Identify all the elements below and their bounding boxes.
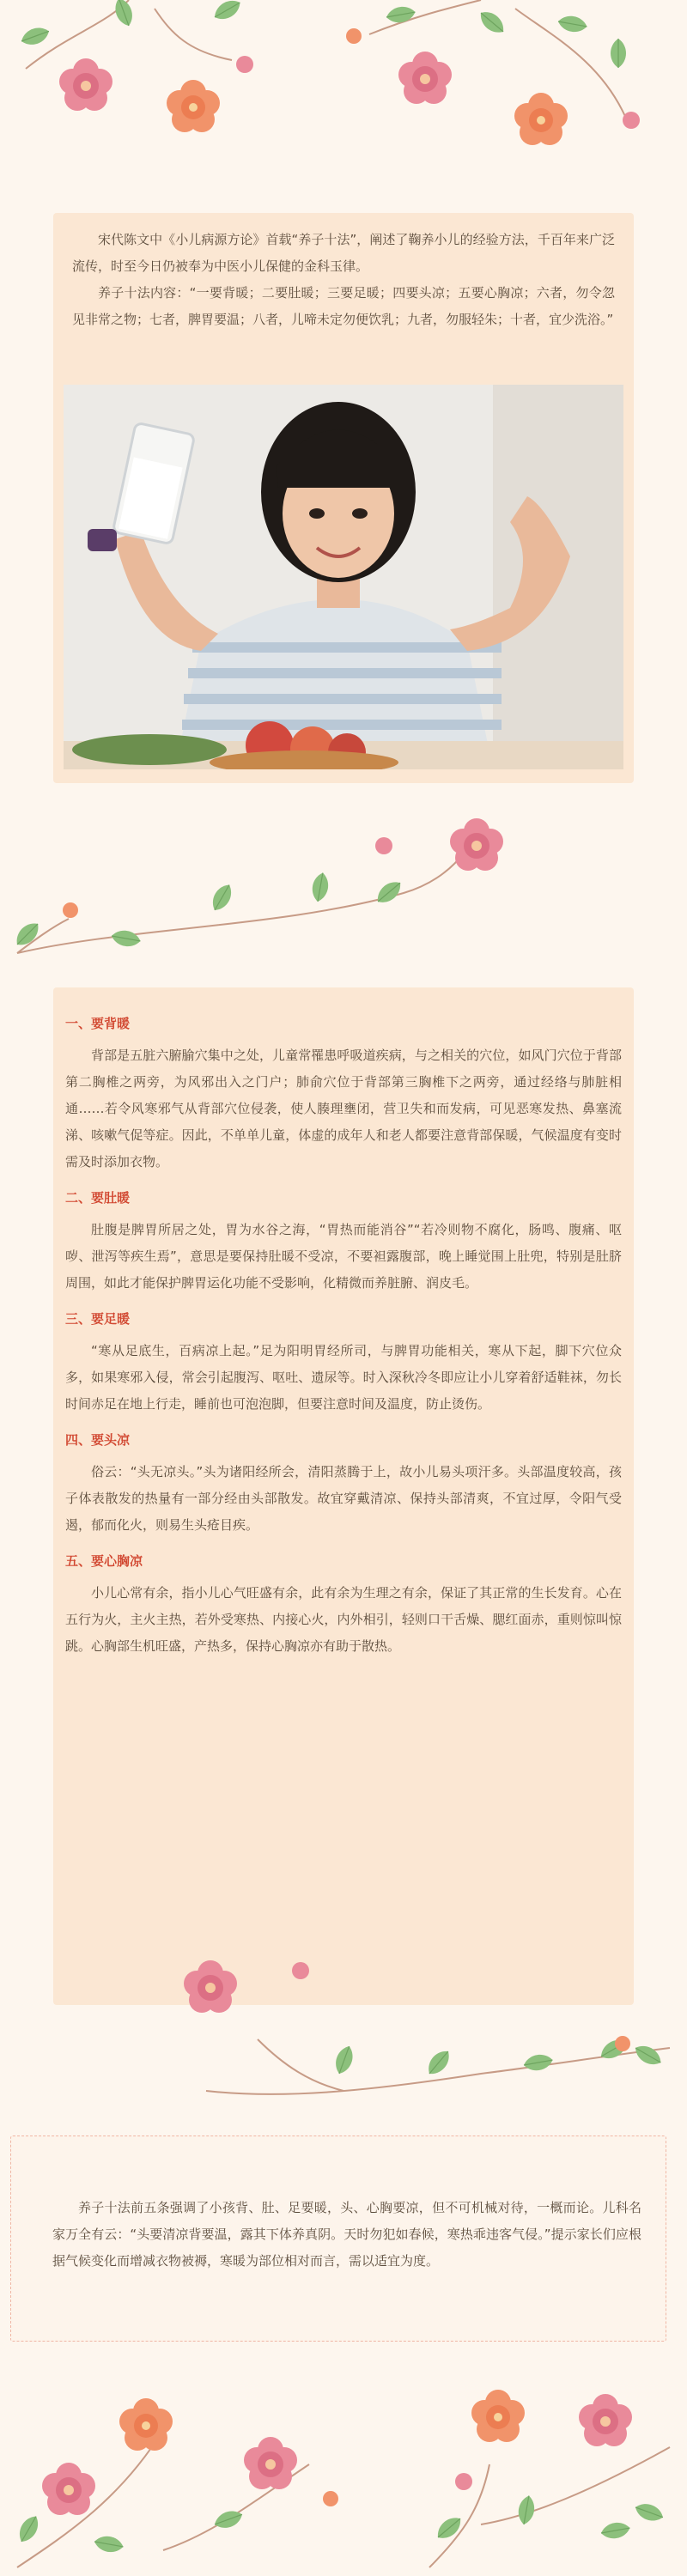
orange-flower-icon [119,2398,173,2451]
intro-paragraph: 宋代陈文中《小儿病源方论》首载“养子十法”，阐述了鞠养小儿的经验方法，千百年来广泛流传，时至今日仍被奉为中医小儿保健的金科玉律。 [72,232,615,274]
sections-container [65,1012,622,1660]
pink-flower-icon [398,52,452,104]
section-title: 四、要头凉 [65,1432,131,1448]
top-floral-decoration [0,0,687,163]
pink-flower-icon [42,2463,95,2515]
section-title: 五、要心胸凉 [65,1553,143,1569]
hero-photo [64,385,623,769]
intro-paragraph: 养子十法内容：“一要背暖；二要肚暖；三要足暖；四要头凉；五要心胸凉；六者，勿令忽见非常之物；七者，脾胃要温；八者，儿啼未定勿便饮乳；九者，勿服轻朱；十者，宜少洗浴。” [72,285,615,327]
section-body: 俗云：“头无凉头。”头为诸阳经所会，清阳蒸腾于上，故小儿易头项汗多。头部温度较高，孩子体表散发的热量有一部分经由头部散发。故宜穿戴清凉、保持头部清爽，不宜过厚，令阳气受遏，郁而化火，则易生头疮目疾。 [65,1464,622,1533]
summary-paragraph: 养子十法前五条强调了小孩背、肚、足要暖，头、心胸要凉，但不可机械对待，一概而论。儿科名家万全有云：“头要清凉背要温，露其下体养真阴。天时勿犯如春候，寒热乖违客气侵。”提示家长们应根据气候变化而增减衣物被褥，寒暖为部位相对而言，需以适宜为度。 [52,2200,641,2269]
main-card [53,987,634,2005]
section-body: 肚腹是脾胃所居之处，胃为水谷之海，“胃热而能消谷”“若冷则物不腐化，肠鸣、腹痛、呕哕、泄泻等疾生焉”，意思是要保持肚暖不受凉，不要袒露腹部，晚上睡觉围上肚兜，特别是肚脐周围，如此才能保护脾胃运化功能不受影响，化精微而养脏腑、润皮毛。 [65,1222,622,1291]
section-body: 背部是五脏六腑腧穴集中之处，儿童常罹患呼吸道疾病，与之相关的穴位，如风门穴位于背部第二胸椎之两旁，为风邪出入之门户；肺俞穴位于背部第三胸椎下之两旁，通过经络与肺脏相通……若令风寒邪气从背部穴位侵袭，使人腠理壅闭，营卫失和而发病，可见恶寒发热、鼻塞流涕、咳嗽气促等症。因此，不单单儿童，体虚的成年人和老人都要注意背部保暖，气候温度有变时需及时添加衣物。 [65,1048,622,1170]
pink-flower-icon [450,818,503,871]
pink-flower-icon [244,2437,297,2489]
bottom-floral-decoration [0,2370,687,2576]
middle-floral-decoration [0,799,687,970]
orange-flower-icon [167,80,220,132]
summary-text [52,2195,641,2275]
orange-flower-icon [471,2390,525,2442]
orange-flower-icon [514,93,568,145]
lower-floral-decoration [0,1928,687,2125]
section-title: 三、要足暖 [65,1311,131,1327]
section-body: 小儿心常有余，指小儿心气旺盛有余，此有余为生理之有余，保证了其正常的生长发育。心在五行为火，主火主热，若外受寒热、内接心火，内外相引，轻则口干舌燥、腮红面赤，重则惊叫惊跳。心胸部生机旺盛，产热多，保持心胸凉亦有助于散热。 [65,1585,622,1654]
summary-box [10,2136,666,2342]
pink-flower-icon [579,2394,632,2446]
pink-flower-icon [184,1960,237,2013]
section-body: “寒从足底生，百病凉上起。”足为阳明胃经所司，与脾胃功能相关，寒从下起，脚下穴位众多，如果寒邪入侵，常会引起腹泻、呕吐、遗尿等。时入深秋冷冬即应让小儿穿着舒适鞋袜，勿长时间赤足在地上行走，睡前也可泡泡脚，但要注意时间及温度，防止烫伤。 [65,1343,622,1412]
child-with-milk-image [64,385,623,769]
intro-card [53,213,634,783]
section-title: 二、要肚暖 [65,1190,131,1206]
pink-flower-icon [59,58,112,111]
intro-text [72,227,615,333]
section-title: 一、要背暖 [65,1016,131,1031]
